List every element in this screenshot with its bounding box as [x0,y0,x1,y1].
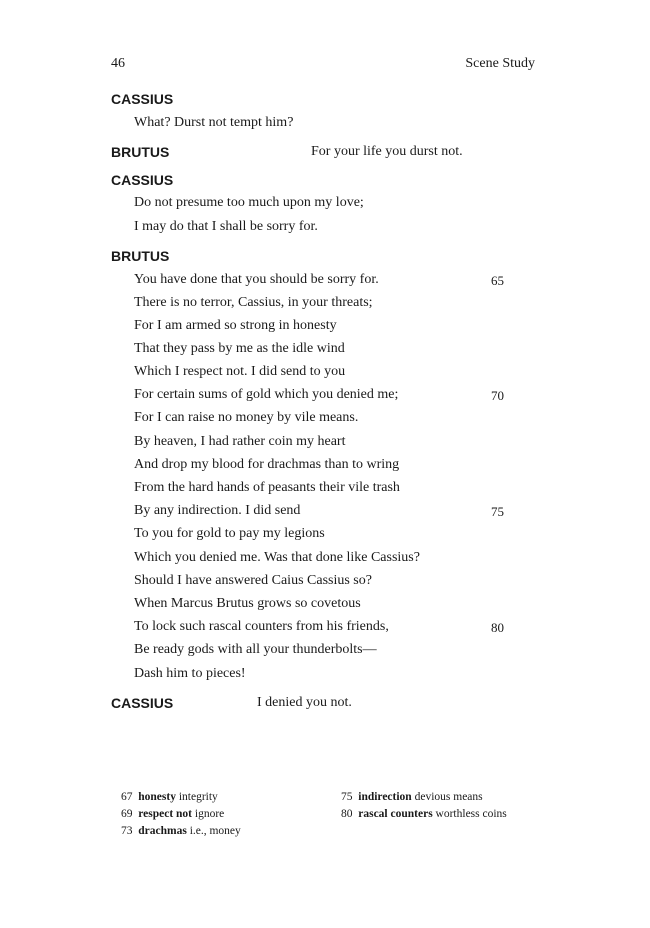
line-number: 70 [491,388,504,403]
footnote [341,791,483,803]
speaker-name: CASSIUS [111,695,174,711]
line-number: 65 [491,273,504,288]
verse-line: Dash him to pieces! [134,666,246,681]
verse-line: By heaven, I had rather coin my heart [134,434,346,449]
footnote-gloss: devious means [414,791,483,803]
footnote-term: indirection [358,791,412,803]
footnote-number: 73 [121,825,133,837]
speaker-name: CASSIUS [111,172,174,188]
verse-line: For I can raise no money by vile means. [134,410,359,425]
verse-line: That they pass by me as the idle wind [134,341,345,356]
verse-line: For your life you durst not. [311,144,463,159]
line-number: 80 [491,620,504,635]
footnote-number: 80 [341,808,353,820]
footnote-number: 69 [121,808,133,820]
page-number: 46 [111,56,125,71]
verse-line: When Marcus Brutus grows so covetous [134,596,361,611]
verse-line: By any indirection. I did send [134,503,301,518]
speaker-name: CASSIUS [111,91,174,107]
footnote [121,808,224,820]
footnote-gloss: ignore [194,808,225,820]
running-title: Scene Study [465,56,535,71]
footnote [121,791,218,803]
footnote-number: 67 [121,791,133,803]
line-number: 75 [491,504,504,519]
verse-line: To lock such rascal counters from his friends, [134,619,389,634]
verse-line: And drop my blood for drachmas than to wring [134,457,400,472]
verse-line: You have done that you should be sorry for. [134,272,379,287]
speaker-name: BRUTUS [111,144,170,160]
footnote [341,808,507,820]
verse-line: Which you denied me. Was that done like Cassius? [134,550,420,565]
footnote-term: drachmas [138,825,187,837]
verse-line: Be ready gods with all your thunderbolts— [134,642,377,657]
verse-line: What? Durst not tempt him? [134,115,294,130]
verse-line: Should I have answered Caius Cassius so? [134,573,372,588]
verse-line: Do not presume too much upon my love; [134,195,364,210]
footnote-term: rascal counters [358,808,433,820]
verse-line: For certain sums of gold which you denied me; [134,387,399,402]
verse-line: There is no terror, Cassius, in your threats; [134,295,373,310]
verse-line: Which I respect not. I did send to you [134,364,346,379]
verse-line: From the hard hands of peasants their vile trash [134,480,400,495]
footnote-gloss: i.e., money [189,825,241,837]
footnote [121,825,241,837]
speaker-name: BRUTUS [111,248,170,264]
footnote-term: respect not [138,808,193,820]
footnote-number: 75 [341,791,353,803]
footnote-gloss: worthless coins [435,808,507,820]
footnote-term: honesty [138,791,176,803]
footnote-gloss: integrity [178,791,218,803]
verse-line: For I am armed so strong in honesty [134,318,337,333]
verse-line: I denied you not. [257,695,352,710]
verse-line: I may do that I shall be sorry for. [134,219,318,234]
verse-line: To you for gold to pay my legions [134,526,325,541]
